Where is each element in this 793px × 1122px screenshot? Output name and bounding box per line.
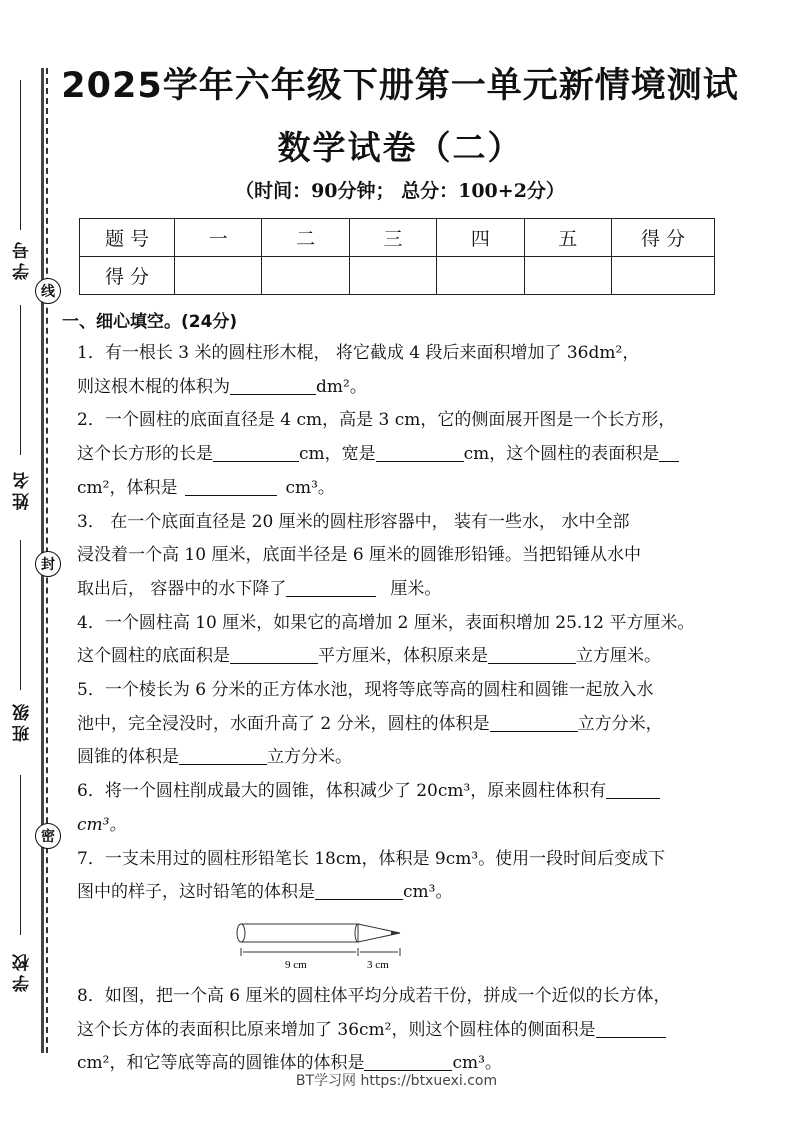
pencil-diagram (235, 918, 535, 976)
answer-blank[interactable] (230, 646, 318, 664)
seal-feng: 封 (35, 551, 61, 577)
answer-blank[interactable] (213, 444, 299, 462)
score-table-header: 一 (175, 219, 262, 257)
school-label: 学校 (13, 950, 33, 992)
score-cell[interactable] (437, 257, 524, 295)
name-label: 姓名 (13, 468, 33, 510)
score-table-header: 得 分 (612, 219, 715, 257)
question-1-line: 1．有一根长 3 米的圆柱形木棍， 将它截成 4 段后来面积增加了 36dm²， (77, 343, 640, 363)
pencil-figure (77, 914, 747, 972)
answer-blank[interactable] (659, 444, 679, 462)
answer-blank[interactable] (315, 882, 403, 900)
answer-blank[interactable] (490, 714, 578, 732)
question-list (77, 337, 747, 1081)
question-3-line: 取出后， 容器中的水下降了 厘米。 (77, 578, 442, 599)
binding-line (20, 775, 21, 935)
answer-blank[interactable] (606, 781, 660, 799)
question-2-line: 2．一个圆柱的底面直径是 4 cm，高是 3 cm，它的侧面展开图是一个长方形， (77, 410, 676, 431)
score-cell[interactable] (612, 257, 715, 295)
question-3-line: 3． 在一个底面直径是 20 厘米的圆柱形容器中， 装有一些水， 水中全部 (77, 511, 630, 532)
question-1-line: 则这根木棍的体积为 dm²。 (77, 376, 367, 397)
question-5-line: 5．一个棱长为 6 分米的正方体水池，现将等底等高的圆柱和圆锥一起放入水 (77, 680, 654, 701)
score-cell[interactable] (524, 257, 611, 295)
pencil-length-label: 9 cm (285, 958, 307, 971)
answer-blank[interactable] (364, 1053, 452, 1071)
question-6-line: 6．将一个圆柱削成最大的圆锥，体积减少了 20cm³，原来圆柱体积有 (77, 775, 747, 809)
question-7-line: 图中的样子，这时铅笔的体积是 cm³。 (77, 882, 453, 903)
exam-subtitle: 数学试卷（二） (277, 128, 523, 167)
score-table-header-row (80, 219, 715, 257)
score-table-score-row (80, 257, 715, 295)
question-5-line: 圆锥的体积是 立方分米。 (77, 747, 352, 768)
page-footer: BT学习网 https://btxuexi.com (295, 1073, 498, 1089)
question-8-line: cm²，和它等底等高的圆锥体的体积是 cm³。 (77, 1053, 502, 1074)
question-7-line: 7．一支未用过的圆柱形铅笔长 18cm，体积是 9cm³。使用一段时间后变成下 (77, 848, 666, 869)
binding-line (20, 305, 21, 455)
class-label: 班级 (13, 700, 33, 742)
binding-line (20, 540, 21, 690)
answer-blank[interactable] (286, 579, 376, 597)
score-row-label: 得 分 (80, 257, 175, 295)
score-cell[interactable] (175, 257, 262, 295)
question-3-line: 浸没着一个高 10 厘米，底面半径是 6 厘米的圆锥形铅锤。当把铅锤从水中 (77, 545, 642, 566)
answer-blank[interactable] (179, 747, 267, 765)
question-2-line: cm²，体积是 cm³。 (77, 477, 335, 498)
question-4-line: 4．一个圆柱高 10 厘米，如果它的高增加 2 厘米，表面积增加 25.12 平方厘米。 (77, 612, 695, 633)
exam-meta: （时间：90分钟； 总分：100+2分） (235, 180, 565, 202)
seal-mi: 密 (35, 823, 61, 849)
score-cell[interactable] (349, 257, 436, 295)
score-table-header: 五 (524, 219, 611, 257)
score-table (79, 218, 715, 295)
question-8-line: 8．如图，把一个高 6 厘米的圆柱体平均分成若干份，拼成一个近似的长方体， (77, 985, 671, 1006)
score-table-header: 二 (262, 219, 349, 257)
student-number-label: 学号 (13, 238, 33, 280)
question-2-line: 这个长方形的长是 cm，宽是 cm，这个圆柱的表面积是 (77, 438, 747, 472)
exam-title: 2025学年六年级下册第一单元新情境测试 (61, 66, 739, 106)
answer-blank[interactable] (376, 444, 464, 462)
answer-blank[interactable] (596, 1020, 666, 1038)
answer-blank[interactable] (185, 478, 277, 496)
score-table-header: 三 (349, 219, 436, 257)
seal-xian: 线 (35, 278, 61, 304)
score-cell[interactable] (262, 257, 349, 295)
answer-blank[interactable] (488, 646, 576, 664)
score-table-header: 题 号 (80, 219, 175, 257)
answer-blank[interactable] (230, 377, 316, 395)
section-heading: 一、细心填空。(24分) (62, 312, 238, 332)
question-8-line: 这个长方体的表面积比原来增加了 36cm²，则这个圆柱体的侧面积是 (77, 1014, 747, 1048)
question-6-line: cm³。 (77, 814, 127, 835)
binding-line-top (20, 80, 21, 230)
question-5-line: 池中，完全浸没时，水面升高了 2 分米，圆柱的体积是 立方分米， (77, 713, 663, 734)
pencil-tip-label: 3 cm (367, 958, 389, 971)
question-4-line: 这个圆柱的底面积是 平方厘米，体积原来是 立方厘米。 (77, 646, 661, 667)
score-table-header: 四 (437, 219, 524, 257)
